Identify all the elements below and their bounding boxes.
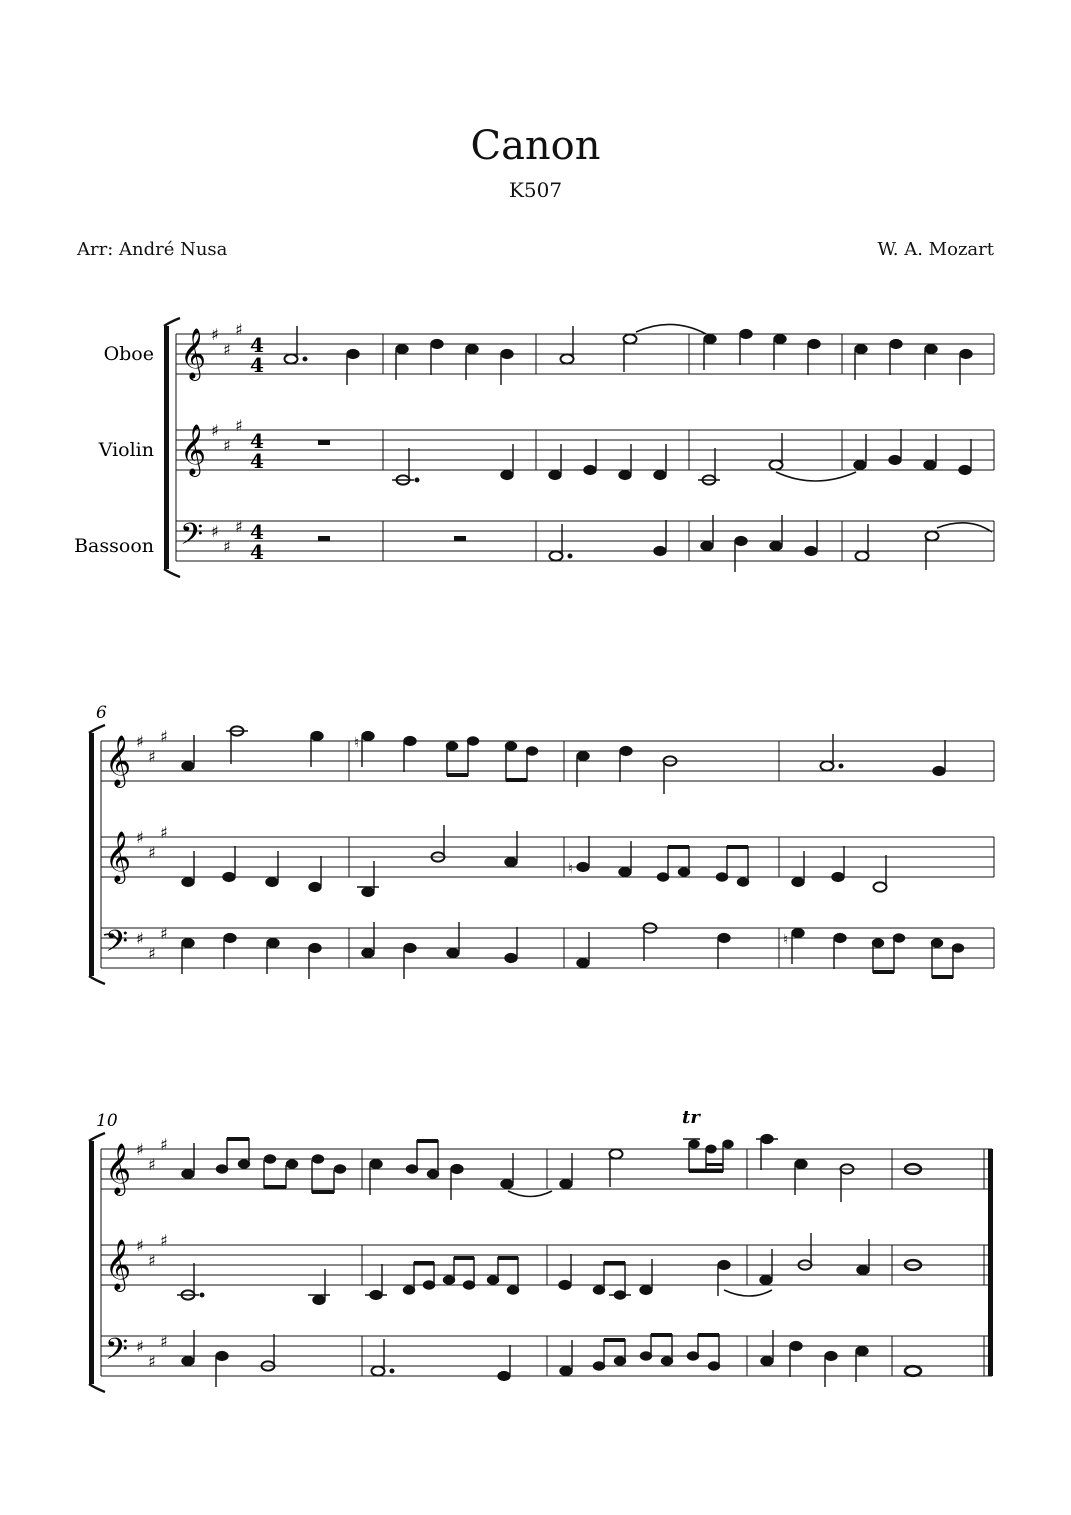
bass-clef-icon: 𝄢 <box>105 925 129 966</box>
treble-clef-icon: 𝄞 <box>105 831 132 882</box>
treble-clef-icon: 𝄞 <box>105 1239 132 1290</box>
svg-text:♯: ♯ <box>160 1332 168 1351</box>
svg-text:♯: ♯ <box>148 1251 156 1270</box>
svg-text:♯: ♯ <box>136 732 144 751</box>
svg-text:♯: ♯ <box>136 1140 144 1159</box>
svg-text:♮: ♮ <box>783 932 789 948</box>
measure-number: 10 <box>96 1111 118 1131</box>
svg-text:♯: ♯ <box>235 320 243 339</box>
instrument-name-oboe: Oboe <box>103 343 154 365</box>
svg-text:♯: ♯ <box>136 828 144 847</box>
system-bracket <box>89 725 105 984</box>
svg-text:♯: ♯ <box>148 747 156 766</box>
bass-clef-icon: 𝄢 <box>105 1333 129 1374</box>
time-signature-denominator-bassoon-low: 4 <box>250 540 264 564</box>
treble-clef-icon: 𝄞 <box>180 328 207 379</box>
bassoon-notes-system-2 <box>104 922 964 979</box>
oboe-notes-system-3 <box>182 1135 921 1202</box>
system-3 <box>89 1107 993 1392</box>
instrument-name-bassoon: Bassoon <box>74 535 154 557</box>
svg-text:♯: ♯ <box>148 944 156 963</box>
instrument-name-violin: Violin <box>98 439 154 461</box>
system-bracket <box>164 318 180 577</box>
svg-text:♮: ♮ <box>354 735 360 751</box>
svg-text:♯: ♯ <box>223 537 231 556</box>
svg-text:♯: ♯ <box>160 1135 168 1154</box>
svg-text:♯: ♯ <box>148 1155 156 1174</box>
measure-number: 6 <box>96 703 107 723</box>
svg-text:♯: ♯ <box>148 843 156 862</box>
svg-text:♯: ♯ <box>235 416 243 435</box>
system-1 <box>74 318 994 577</box>
whole-rests <box>318 440 466 541</box>
time-signature-denominator-bassoon: 4 <box>250 520 264 544</box>
svg-text:♯: ♯ <box>136 1337 144 1356</box>
svg-text:♯: ♯ <box>136 1236 144 1255</box>
svg-text:♯: ♯ <box>211 522 219 541</box>
treble-clef-icon: 𝄞 <box>180 424 207 475</box>
violin-notes-system-3 <box>177 1233 921 1304</box>
bassoon-notes-system-3 <box>182 1330 921 1387</box>
svg-text:♯: ♯ <box>223 436 231 455</box>
svg-text:♯: ♯ <box>160 823 168 842</box>
composer-credit: W. A. Mozart <box>877 239 994 260</box>
svg-text:♯: ♯ <box>235 517 243 536</box>
time-signature-numerator: 4 <box>250 429 264 453</box>
svg-text:♯: ♯ <box>148 1352 156 1371</box>
score-subtitle: K507 <box>508 178 563 202</box>
system-2 <box>89 703 994 984</box>
time-signature-numerator: 4 <box>250 333 264 357</box>
treble-clef-icon: 𝄞 <box>105 735 132 786</box>
svg-text:♮: ♮ <box>568 861 574 877</box>
svg-text:♯: ♯ <box>211 421 219 440</box>
violin-notes-system-1 <box>392 429 971 485</box>
time-signature-denominator: 4 <box>250 449 264 473</box>
svg-text:♯: ♯ <box>160 727 168 746</box>
svg-text:♯: ♯ <box>160 924 168 943</box>
treble-clef-icon: 𝄞 <box>105 1143 132 1194</box>
arranger-credit: Arr: André Nusa <box>77 239 228 260</box>
final-barline <box>988 1149 993 1376</box>
svg-text:♯: ♯ <box>160 1231 168 1250</box>
violin-notes-system-2 <box>182 825 887 896</box>
svg-text:♯: ♯ <box>136 929 144 948</box>
svg-text:♯: ♯ <box>223 340 231 359</box>
bassoon-notes-system-1 <box>550 515 993 572</box>
system-bracket <box>89 1133 105 1392</box>
bass-clef-icon: 𝄢 <box>180 518 204 559</box>
time-signature-denominator: 4 <box>250 353 264 377</box>
score-title: Canon <box>470 123 601 169</box>
trill-ornament: tr <box>682 1107 700 1128</box>
svg-text:♯: ♯ <box>211 325 219 344</box>
